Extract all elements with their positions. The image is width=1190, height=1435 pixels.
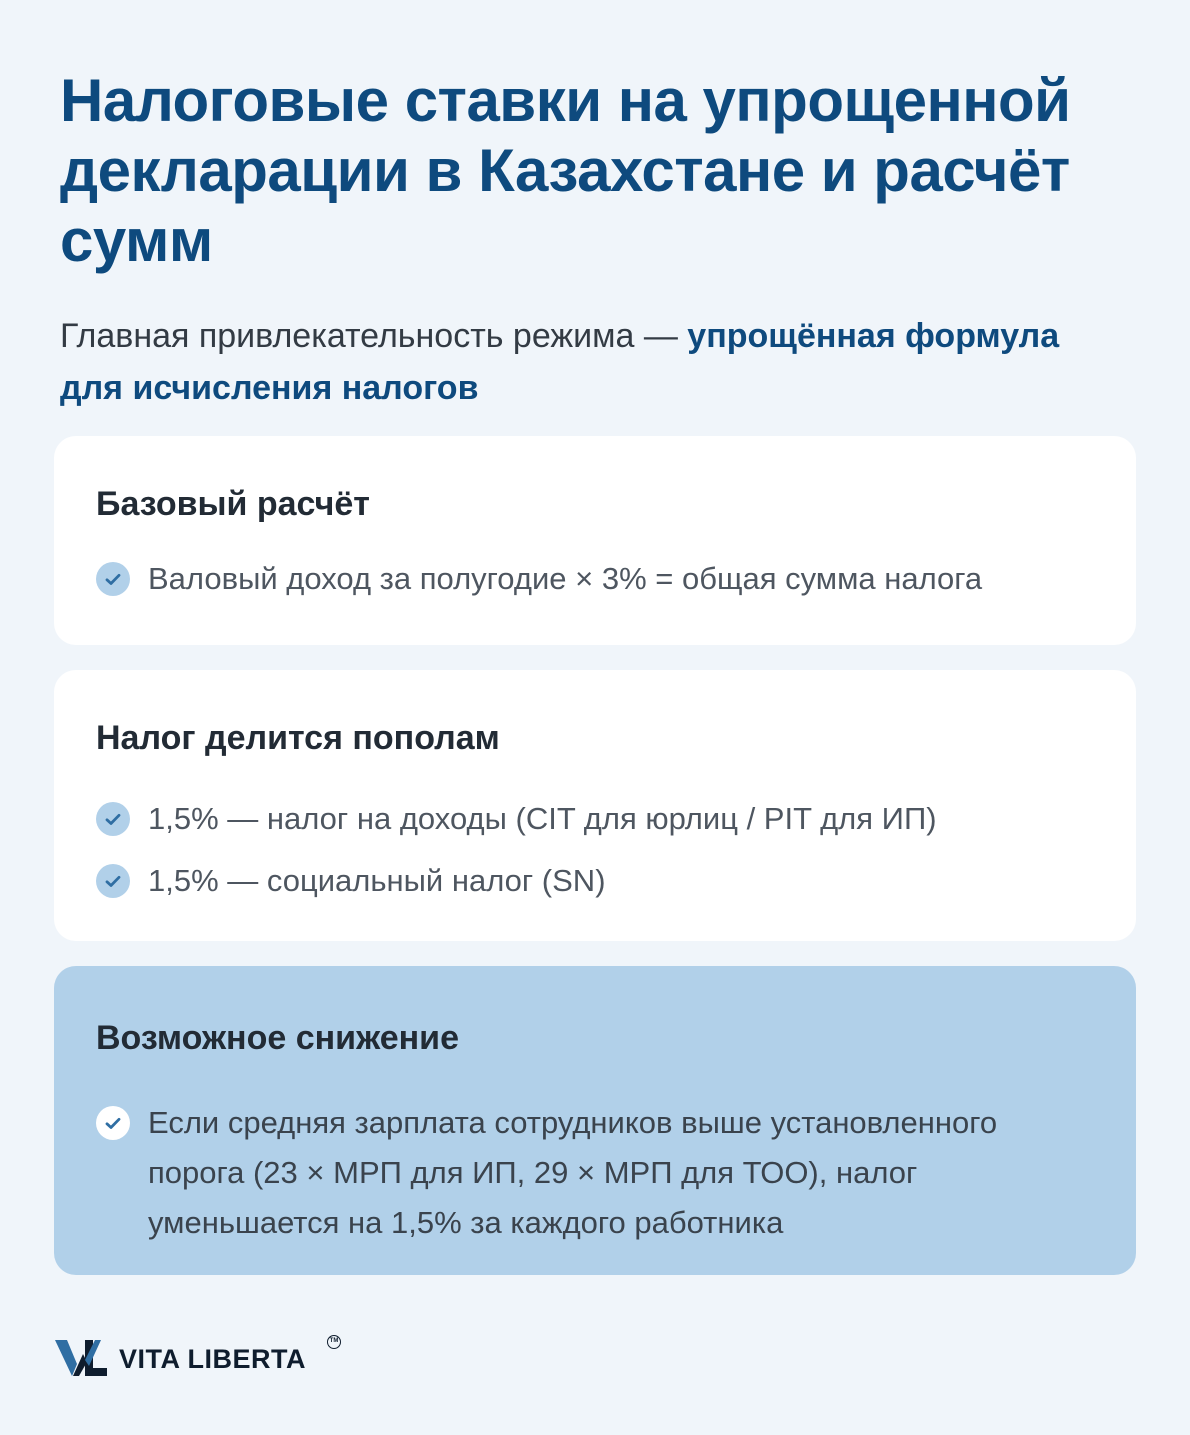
list-item xyxy=(96,856,1094,906)
check-circle-icon xyxy=(96,864,130,898)
list-item xyxy=(96,554,1094,604)
list-item-text: Если средняя зарплата сотрудников выше установленного порога (23 × МРП для ИП, 29 × МРП для ТОО), налог уменьшается на 1,5% за каждого работника xyxy=(148,1105,998,1240)
card-basic-calculation xyxy=(54,436,1136,645)
card-possible-reduction xyxy=(54,966,1136,1275)
card-heading: Налог делится пополам xyxy=(96,719,500,757)
subtitle-text: Главная привлекательность режима — xyxy=(60,317,688,355)
list-item xyxy=(96,794,1094,844)
check-circle-icon xyxy=(96,562,130,596)
logo-text: VITA LIBERTA xyxy=(119,1343,306,1374)
list-item-text: 1,5% — социальный налог (SN) xyxy=(148,863,606,898)
page-title: Налоговые ставки на упрощенной декларации в Казахстане и расчёт сумм xyxy=(60,67,1071,274)
card-list xyxy=(96,554,1094,604)
subtitle-accent: упрощённая формула для исчисления налогов xyxy=(60,317,1060,407)
card-tax-split xyxy=(54,670,1136,941)
trademark-icon: TM xyxy=(327,1335,341,1349)
list-item-text: 1,5% — налог на доходы (CIT для юрлиц / PIT для ИП) xyxy=(148,801,937,836)
page-subtitle xyxy=(60,310,1060,414)
list-item-text: Валовый доход за полугодие × 3% = общая сумма налога xyxy=(148,561,983,596)
card-list xyxy=(96,794,1094,906)
card-heading: Возможное снижение xyxy=(96,1019,459,1057)
list-item xyxy=(96,1098,1094,1248)
card-heading: Базовый расчёт xyxy=(96,485,370,523)
check-circle-icon xyxy=(96,1106,130,1140)
card-list xyxy=(96,1098,1094,1248)
brand-logo xyxy=(55,1338,339,1380)
check-circle-icon xyxy=(96,802,130,836)
vita-liberta-logo-icon xyxy=(55,1338,109,1380)
